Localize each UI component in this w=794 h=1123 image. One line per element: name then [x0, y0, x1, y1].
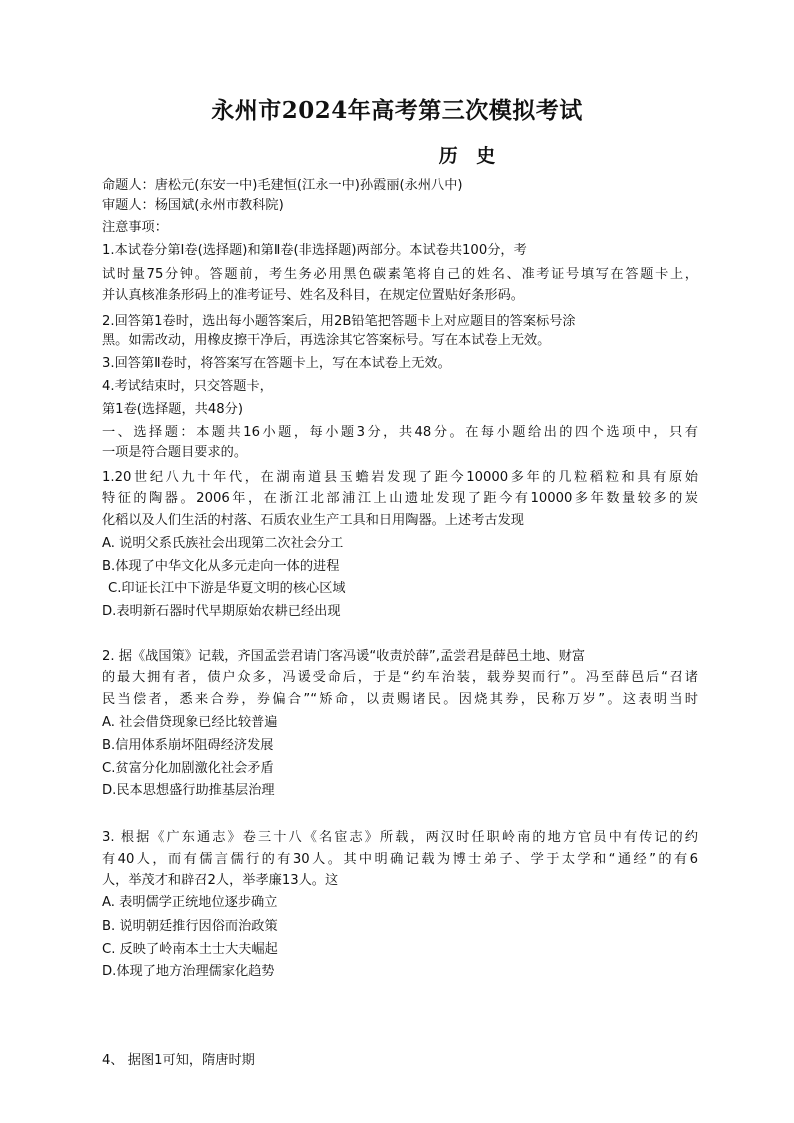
question-1-stem: 1.20世纪八九十年代，在湖南道县玉蟾岩发现了距今10000多年的几粒稻粒和具有原始 — [102, 470, 698, 485]
notice-line: 1.本试卷分第I卷(选择题)和第Ⅱ卷(非选择题)两部分。本试卷共100分，考 — [102, 243, 527, 258]
question-2-stem: 民当偿者，悉来合券，券偏合”“矫命，以责赐诸民。因烧其券，民称万岁”。这表明当时 — [102, 692, 698, 707]
section-instructions: 一项是符合题目要求的。 — [102, 445, 248, 460]
subject-title: 历 史 — [438, 145, 502, 167]
question-1-option-a: A. 说明父系氏族社会出现第二次社会分工 — [102, 536, 344, 551]
question-1-option-d: D.表明新石器时代早期原始农耕已经出现 — [102, 604, 341, 619]
question-2-stem: 2. 据《战国策》记载，齐国孟尝君请门客冯谖“收责於薛”,孟尝君是薛邑土地、财富 — [102, 649, 586, 664]
question-3-option-a: A. 表明儒学正统地位逐步确立 — [102, 895, 278, 910]
question-2-option-c: C.贫富分化加剧激化社会矛盾 — [102, 761, 274, 776]
question-3-stem: 人，举茂才和辟召2人，举孝廉13人。这 — [102, 873, 339, 888]
notice-heading: 注意事项： — [102, 220, 168, 235]
notice-line: 3.回答第Ⅱ卷时，将答案写在答题卡上，写在本试卷上无效。 — [102, 356, 451, 371]
section-instructions: 一、选择题：本题共16小题，每小题3分，共48分。在每小题给出的四个选项中，只有 — [102, 425, 698, 440]
part-heading: 第1卷(选择题，共48分) — [102, 402, 243, 417]
notice-line: 2.回答第1卷时，选出每小题答案后，用2B铅笔把答题卡上对应题目的答案标号涂 — [102, 314, 576, 329]
question-2-option-b: B.信用体系崩坏阻碍经济发展 — [102, 738, 274, 753]
question-2-option-d: D.民本思想盛行助推基层治理 — [102, 783, 275, 798]
reviewer-line: 审题人：杨国斌(永州市教科院) — [102, 198, 284, 213]
question-3-stem: 3. 根据《广东通志》卷三十八《名宦志》所载，两汉时任职岭南的地方官员中有传记的约 — [102, 830, 698, 845]
notice-line: 黑。如需改动，用橡皮擦干净后，再选涂其它答案标号。写在本试卷上无效。 — [102, 333, 551, 348]
question-2-stem: 的最大拥有者，债户众多，冯谖受命后，于是“约车治装，载券契而行”。冯至薛邑后“召诸 — [102, 670, 698, 685]
question-3-option-c: C. 反映了岭南本土士大夫崛起 — [102, 942, 278, 957]
authors-line: 命题人：唐松元(东安一中)毛建恒(江永一中)孙霞丽(永州八中) — [102, 178, 463, 193]
question-1-option-b: B.体现了中华文化从多元走向一体的进程 — [102, 559, 340, 574]
notice-line: 试时量75分钟。答题前，考生务必用黑色碳素笔将自己的姓名、准考证号填写在答题卡上， — [102, 267, 698, 282]
exam-title: 永州市2024年高考第三次模拟考试 — [211, 97, 583, 124]
question-3-option-b: B. 说明朝廷推行因俗而治政策 — [102, 919, 278, 934]
question-1-stem: 化稻以及人们生活的村落、石质农业生产工具和日用陶器。上述考古发现 — [102, 513, 524, 528]
question-1-option-c: C.印证长江中下游是华夏文明的核心区域 — [108, 581, 346, 596]
notice-line: 并认真核准条形码上的准考证号、姓名及科目，在规定位置贴好条形码。 — [102, 288, 524, 303]
question-3-stem: 有40人，而有儒言儒行的有30人。其中明确记载为博士弟子、学于太学和“通经”的有6 — [102, 852, 698, 867]
notice-line: 4.考试结束时，只交答题卡， — [102, 379, 273, 394]
question-3-option-d: D.体现了地方治理儒家化趋势 — [102, 964, 275, 979]
question-1-stem: 特征的陶器。2006年，在浙江北部浦江上山遗址发现了距今有10000多年数量较多的炭 — [102, 491, 698, 506]
question-4-stem: 4、 据图1可知，隋唐时期 — [102, 1053, 255, 1068]
question-2-option-a: A. 社会借贷现象已经比较普遍 — [102, 715, 278, 730]
